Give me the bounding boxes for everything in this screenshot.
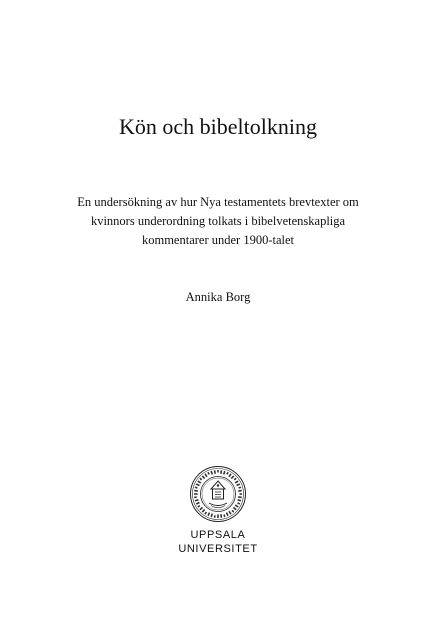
document-title: Kön och bibeltolkning — [119, 114, 317, 139]
university-name-line: UNIVERSITET — [178, 543, 258, 555]
author-name: Annika Borg — [185, 290, 251, 304]
university-name-line: UPPSALA — [190, 529, 246, 541]
university-seal-icon — [189, 465, 247, 523]
subtitle-line: kommentarer under 1900-talet — [141, 233, 295, 247]
document-subtitle — [40, 193, 396, 250]
subtitle-line: En undersökning av hur Nya testamentets brevtexter om — [77, 195, 359, 209]
university-name — [0, 528, 436, 556]
subtitle-line: kvinnors underordning tolkats i bibelvetenskapliga — [90, 214, 346, 228]
